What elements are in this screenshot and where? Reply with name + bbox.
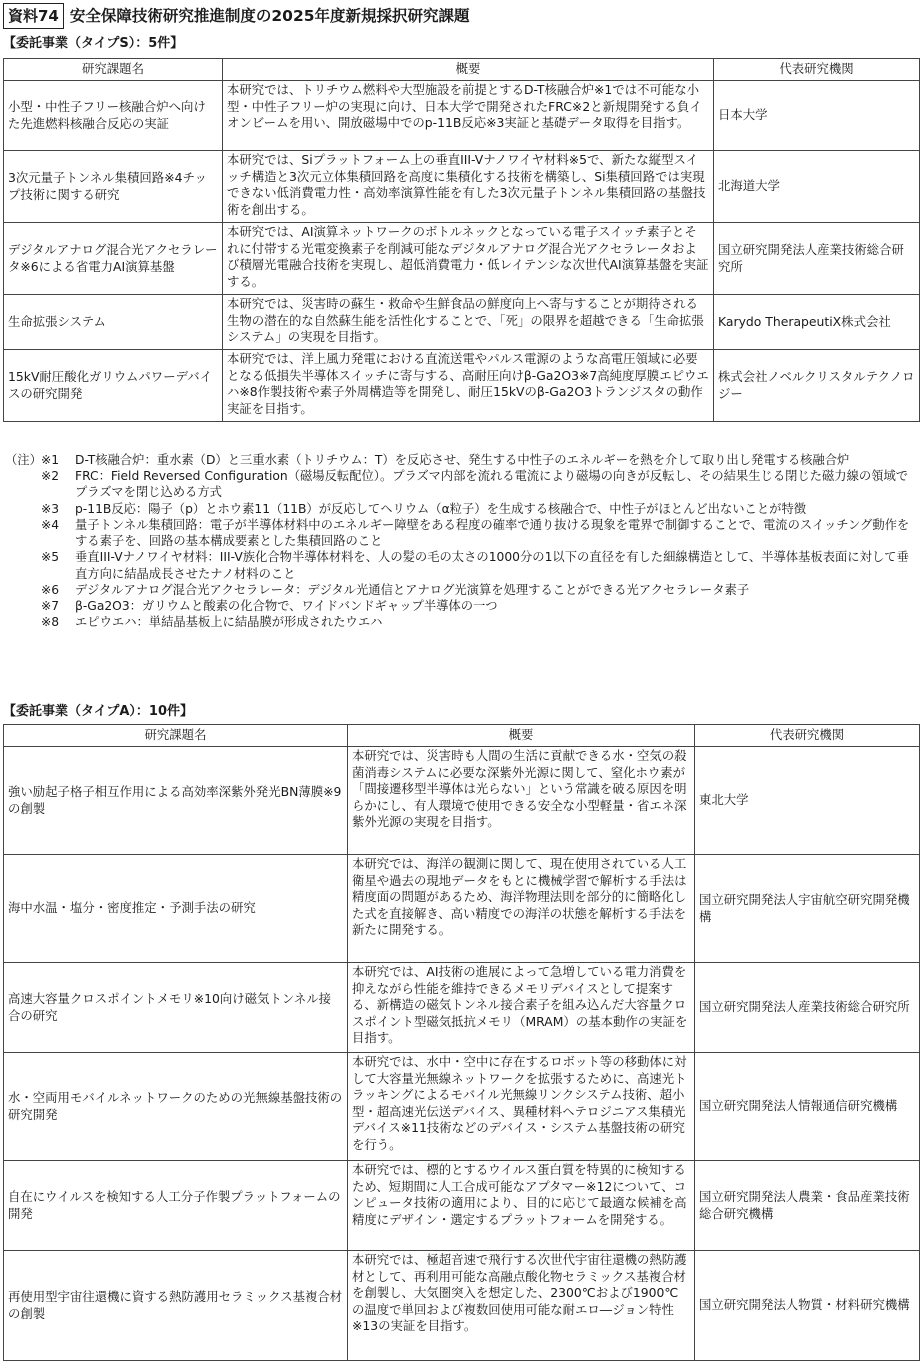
summary-cell: 本研究では、標的とするウイルス蛋白質を特異的に検知するため、短期間に人工合成可能なアプタマー※12について、コンピュータ技術の適用により、目的に応じて最適な候補を高精度にデザイン・選定するプラットフォームを開発する。 <box>348 1161 695 1251</box>
topic-cell: 15kV耐圧酸化ガリウムパワーデバイスの研究開発 <box>4 350 223 422</box>
footnote-id: ※3 <box>41 501 60 516</box>
topic-cell: 海中水温・塩分・密度推定・予測手法の研究 <box>4 855 348 963</box>
footnote-text: エピウエハ：単結晶基板上に結晶膜が形成されたウエハ <box>75 615 383 630</box>
summary-cell: 本研究では、AI技術の進展によって急増している電力消費を抑えながら性能を維持できるメモリデバイスとして提案する、新構造の磁気トンネル接合素子を組み込んだ大容量クロスポイント型磁気抵抗メモリ（MRAM）の基本動作の実証を目指す。 <box>348 963 695 1053</box>
institution-cell: 国立研究開発法人産業技術総合研究所 <box>695 963 920 1053</box>
table-row <box>4 747 920 855</box>
institution-cell: 国立研究開発法人情報通信研究機構 <box>695 1053 920 1161</box>
column-header-institution: 代表研究機関 <box>695 725 920 747</box>
column-header-summary: 概要 <box>348 725 695 747</box>
topic-cell: 高速大容量クロスポイントメモリ※10向け磁気トンネル接合の研究 <box>4 963 348 1053</box>
document-title: 安全保障技術研究推進制度の2025年度新規採択研究課題 <box>69 6 470 25</box>
footnotes <box>5 452 919 630</box>
footnote-text: FRC：Field Reversed Configuration（磁場反転配位）。プラズマ内部を流れる電流により磁場の向きが反転し、その結果生じる閉じた磁力線の領域でプラズマを閉じ込める方式 <box>75 469 909 500</box>
institution-cell: 東北大学 <box>695 747 920 855</box>
table-row <box>4 855 920 963</box>
institution-cell: 国立研究開発法人農業・食品産業技術総合研究機構 <box>695 1161 920 1251</box>
column-header-institution: 代表研究機関 <box>714 59 920 81</box>
institution-cell: 日本大学 <box>714 81 920 151</box>
type-s-heading: 【委託事業（タイプS）：5件】 <box>3 36 184 51</box>
table-header-row <box>4 725 920 747</box>
summary-cell: 本研究では、災害時も人間の生活に貢献できる水・空気の殺菌消毒システムに必要な深紫外光源に関して、窒化ホウ素が「間接遷移型半導体は光らない」という常識を破る原因を明らかにし、有人環境で使用できる安全な小型軽量・省エネ深紫外光源の実現を目指す。 <box>348 747 695 855</box>
institution-cell: 国立研究開発法人宇宙航空研究開発機構 <box>695 855 920 963</box>
institution-cell: 国立研究開発法人物質・材料研究機構 <box>695 1251 920 1361</box>
footnote-id: ※7 <box>41 598 60 613</box>
footnote-id: ※2 <box>41 469 60 484</box>
footnote <box>5 452 919 468</box>
topic-cell: 強い励起子格子相互作用による高効率深紫外発光BN薄膜※9の創製 <box>4 747 348 855</box>
footnote-text: p-11B反応：陽子（p）とホウ素11（11B）が反応してヘリウム（α粒子）を生成する核融合で、中性子がほとんど出ないことが特徴 <box>75 501 807 516</box>
table-row <box>4 350 920 422</box>
topic-cell: 3次元量子トンネル集積回路※4チップ技術に関する研究 <box>4 151 223 223</box>
footnote <box>5 614 919 630</box>
footnote-id: ※8 <box>41 615 60 630</box>
footnote <box>5 598 919 614</box>
table-row <box>4 963 920 1053</box>
summary-cell: 本研究では、洋上風力発電における直流送電やパルス電源のような高電圧領域に必要となる低損失半導体スイッチに寄与する、高耐圧向けβ-Ga2O3※7高純度厚膜エピウエハ※8作製技術や素子外周構造等を開発し、耐圧15kVのβ-Ga2O3トランジスタの動作実証を目指す。 <box>223 350 714 422</box>
summary-cell: 本研究では、トリチウム燃料や大型施設を前提とするD-T核融合炉※1では不可能な小型・中性子フリー炉の実現に向け、日本大学で開発されたFRC※2と新規開発する負イオンビームを用い、開放磁場中でのp-11B反応※3実証と基礎データ取得を目指す。 <box>223 81 714 151</box>
footnote-id: ※4 <box>41 517 60 532</box>
footnote-text: D-T核融合炉：重水素（D）と三重水素（トリチウム：T）を反応させ、発生する中性子のエネルギーを熱を介して取り出し発電する核融合炉 <box>75 453 850 467</box>
summary-cell: 本研究では、海洋の観測に関して、現在使用されている人工衛星や過去の現地データをもとに機械学習で解析する手法は精度面の問題があるため、海洋物理法則を部分的に簡略化した式を直接解き、高い精度での海洋の状態を解析する手法を新たに開発する。 <box>348 855 695 963</box>
topic-cell: 水・空両用モバイルネットワークのための光無線基盤技術の研究開発 <box>4 1053 348 1161</box>
type-s-table <box>3 58 920 422</box>
footnote <box>5 517 919 549</box>
institution-cell: 株式会社ノベルクリスタルテクノロジー <box>714 350 920 422</box>
footnote-text: 垂直III-Vナノワイヤ材料：III-V族化合物半導体材料を、人の髪の毛の太さの1000分の1以下の直径を有した細線構造として、半導体基板表面に対して垂直方向に結晶成長させたナノ材料のこと <box>75 550 909 581</box>
footnote-text: デジタルアナログ混合光アクセラレータ：デジタル光通信とアナログ光演算を処理することができる光アクセラレータ素子 <box>75 582 750 597</box>
table-row <box>4 223 920 295</box>
table-row <box>4 1053 920 1161</box>
document-header <box>3 3 470 29</box>
column-header-topic: 研究課題名 <box>4 59 223 81</box>
footnote-text: 量子トンネル集積回路：電子が半導体材料中のエネルギー障壁をある程度の確率で通り抜ける現象を電界で制御することで、電流のスイッチング動作をする素子を、回路の基本構成要素とした集積回路のこと <box>75 517 910 549</box>
table-row <box>4 151 920 223</box>
institution-cell: Karydo TherapeutiX株式会社 <box>714 295 920 350</box>
table-row <box>4 81 920 151</box>
table-row <box>4 1161 920 1251</box>
footnote <box>5 549 919 581</box>
footnote-id: ※6 <box>41 582 60 597</box>
institution-cell: 国立研究開発法人産業技術総合研究所 <box>714 223 920 295</box>
topic-cell: 自在にウイルスを検知する人工分子作製プラットフォームの開発 <box>4 1161 348 1251</box>
summary-cell: 本研究では、災害時の蘇生・救命や生鮮食品の鮮度向上へ寄与することが期待される生物の潜在的な自然蘇生能を活性化することで、「死」の限界を超越できる「生命拡張システム」の実現を目指す。 <box>223 295 714 350</box>
notes-prefix: （注） <box>5 453 42 467</box>
topic-cell: 生命拡張システム <box>4 295 223 350</box>
type-a-table <box>3 724 920 1361</box>
footnote-id: ※1 <box>41 453 60 467</box>
topic-cell: 小型・中性子フリー核融合炉へ向けた先進燃料核融合反応の実証 <box>4 81 223 151</box>
summary-cell: 本研究では、水中・空中に存在するロボット等の移動体に対して大容量光無線ネットワークを拡張するために、高速光トラッキングによるモバイル光無線リンクシステム技術、超小型・超高速光伝送デバイス、異種材料ヘテロジニアス集積光デバイス※11技術などのデバイス・システム基盤技術の研究を行う。 <box>348 1053 695 1161</box>
column-header-topic: 研究課題名 <box>4 725 348 747</box>
summary-cell: 本研究では、極超音速で飛行する次世代宇宙往還機の熱防護材として、再利用可能な高融点酸化物セラミックス基複合材を創製し、大気圏突入を想定した、2300℃および1900℃の温度で単回および複数回使用可能な耐エロ―ジョン特性※13の実証を目指す。 <box>348 1251 695 1361</box>
footnote-id: ※5 <box>41 550 60 565</box>
document-number-label: 資料74 <box>3 3 64 29</box>
type-a-heading: 【委託事業（タイプA）：10件】 <box>3 704 194 719</box>
topic-cell: デジタルアナログ混合光アクセラレータ※6による省電力AI演算基盤 <box>4 223 223 295</box>
table-row <box>4 1251 920 1361</box>
summary-cell: 本研究では、Siプラットフォーム上の垂直III-Vナノワイヤ材料※5で、新たな縦型スイッチ構造と3次元立体集積回路を高度に集積化する技術を構築し、Si集積回路では実現できない低消費電力性・高効率演算性能を有した3次元量子トンネル集積回路の基盤技術を創出する。 <box>223 151 714 223</box>
footnote <box>5 468 919 500</box>
institution-cell: 北海道大学 <box>714 151 920 223</box>
column-header-summary: 概要 <box>223 59 714 81</box>
topic-cell: 再使用型宇宙往還機に資する熱防護用セラミックス基複合材の創製 <box>4 1251 348 1361</box>
table-row <box>4 295 920 350</box>
footnote-text: β-Ga2O3：ガリウムと酸素の化合物で、ワイドバンドギャップ半導体の一つ <box>75 598 498 613</box>
summary-cell: 本研究では、AI演算ネットワークのボトルネックとなっている電子スイッチ素子とそれに付帯する光電変換素子を削減可能なデジタルアナログ混合光アクセラレータおよび積層光電融合技術を実現し、超低消費電力・低レイテンシな次世代AI演算基盤を実証する。 <box>223 223 714 295</box>
footnote <box>5 501 919 517</box>
footnote <box>5 582 919 598</box>
table-header-row <box>4 59 920 81</box>
